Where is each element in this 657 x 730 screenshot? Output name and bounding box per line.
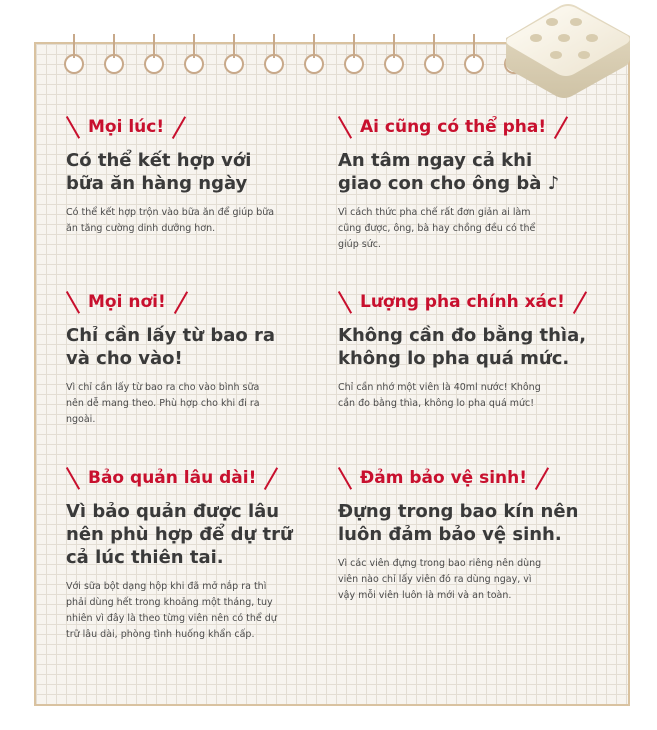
feature-title-line: không lo pha quá mức. <box>338 348 570 369</box>
feature-description <box>338 205 603 253</box>
feature-title <box>338 149 603 195</box>
feature-card-hygiene <box>338 464 603 604</box>
feature-description <box>66 579 331 643</box>
feature-title-line: bữa ăn hàng ngày <box>66 173 248 194</box>
feature-description-line: nhiên vì đây là theo từng viên nên có thể dự <box>66 613 277 624</box>
feature-title-line: Không cần đo bằng thìa, <box>338 325 587 346</box>
slash-decoration-icon <box>338 467 352 489</box>
feature-description-line: viên nào chỉ lấy viên đó ra dùng ngay, vì <box>338 574 532 585</box>
feature-description-line: Có thể kết hợp trộn vào bữa ăn để giúp bữa <box>66 207 275 218</box>
spiral-ring <box>344 54 364 74</box>
feature-description-line: cần đo bằng thìa, không lo pha quá mức! <box>338 398 535 409</box>
slash-decoration-icon <box>66 467 80 489</box>
feature-description-line: Vì chỉ cần lấy từ bao ra cho vào bình sữa <box>66 382 260 393</box>
spiral-ring <box>464 54 484 74</box>
feature-title-line: nên phù hợp để dự trữ <box>66 524 293 545</box>
feature-title-line: cả lúc thiên tai. <box>66 547 224 568</box>
spiral-ring <box>424 54 444 74</box>
feature-heading <box>338 464 603 492</box>
feature-card-anytime <box>66 113 331 237</box>
feature-card-anywhere <box>66 288 331 428</box>
spiral-ring <box>144 54 164 74</box>
feature-title <box>338 324 603 370</box>
feature-description-line: vậy mỗi viên luôn là mới và an toàn. <box>338 590 512 601</box>
feature-description-line: Với sữa bột dạng hộp khi đã mở nắp ra thì <box>66 581 267 592</box>
feature-title-line: và cho vào! <box>66 348 183 369</box>
slash-decoration-icon <box>338 291 352 313</box>
feature-heading-text: Lượng pha chính xác! <box>360 292 565 312</box>
slash-decoration-icon <box>338 116 352 138</box>
slash-decoration-icon <box>66 291 80 313</box>
spiral-ring <box>64 54 84 74</box>
feature-heading <box>66 464 331 492</box>
feature-description-line: Chỉ cần nhớ một viên là 40ml nước! Không <box>338 382 541 393</box>
feature-card-long-storage <box>66 464 331 643</box>
slash-decoration-icon <box>172 116 186 138</box>
spiral-ring <box>264 54 284 74</box>
feature-heading <box>338 113 603 141</box>
feature-description-line: Vì cách thức pha chế rất đơn giản ai làm <box>338 207 531 218</box>
feature-description-line: giúp sức. <box>338 239 381 250</box>
feature-title <box>66 149 331 195</box>
feature-title <box>66 500 331 569</box>
feature-heading <box>338 288 603 316</box>
slash-decoration-icon <box>573 291 587 313</box>
feature-title-line: giao con cho ông bà ♪ <box>338 173 560 194</box>
slash-decoration-icon <box>66 116 80 138</box>
feature-heading-text: Ai cũng có thể pha! <box>360 117 547 137</box>
feature-title-line: Vì bảo quản được lâu <box>66 501 280 522</box>
feature-description <box>338 556 603 604</box>
spiral-ring <box>104 54 124 74</box>
feature-card-anyone <box>338 113 603 253</box>
feature-title-line: Chỉ cần lấy từ bao ra <box>66 325 276 346</box>
spiral-ring <box>184 54 204 74</box>
slash-decoration-icon <box>554 116 568 138</box>
feature-heading-text: Mọi lúc! <box>88 117 165 137</box>
feature-title <box>66 324 331 370</box>
feature-heading <box>66 113 331 141</box>
feature-card-exact-amount <box>338 288 603 412</box>
feature-description-line: ăn tăng cường dinh dưỡng hơn. <box>66 223 216 234</box>
feature-description-line: ngoài. <box>66 414 96 425</box>
feature-description-line: cũng được, ông, bà hay chồng đều có thể <box>338 223 536 234</box>
feature-description <box>66 205 331 237</box>
feature-description-line: phải dùng hết trong khoảng một tháng, tuy <box>66 597 273 608</box>
feature-description-line: nên dễ mang theo. Phù hợp cho khi đi ra <box>66 398 260 409</box>
slash-decoration-icon <box>535 467 549 489</box>
feature-description-line: trữ lâu dài, phòng tình huống khẩn cấp. <box>66 629 255 640</box>
milk-cube-image <box>498 0 638 100</box>
feature-heading-text: Đảm bảo vệ sinh! <box>360 468 528 488</box>
spiral-ring <box>384 54 404 74</box>
slash-decoration-icon <box>174 291 188 313</box>
feature-title-line: Đựng trong bao kín nên <box>338 501 579 522</box>
feature-description <box>338 380 603 412</box>
feature-description-line: Vì các viên đựng trong bao riêng nên dùng <box>338 558 542 569</box>
feature-title-line: Có thể kết hợp với <box>66 150 252 171</box>
feature-title-line: An tâm ngay cả khi <box>338 150 533 171</box>
slash-decoration-icon <box>264 467 278 489</box>
feature-title-line: luôn đảm bảo vệ sinh. <box>338 524 562 545</box>
feature-heading-text: Mọi nơi! <box>88 292 166 312</box>
spiral-ring <box>304 54 324 74</box>
feature-description <box>66 380 331 428</box>
spiral-ring <box>224 54 244 74</box>
feature-title <box>338 500 603 546</box>
feature-heading <box>66 288 331 316</box>
feature-heading-text: Bảo quản lâu dài! <box>88 468 257 488</box>
